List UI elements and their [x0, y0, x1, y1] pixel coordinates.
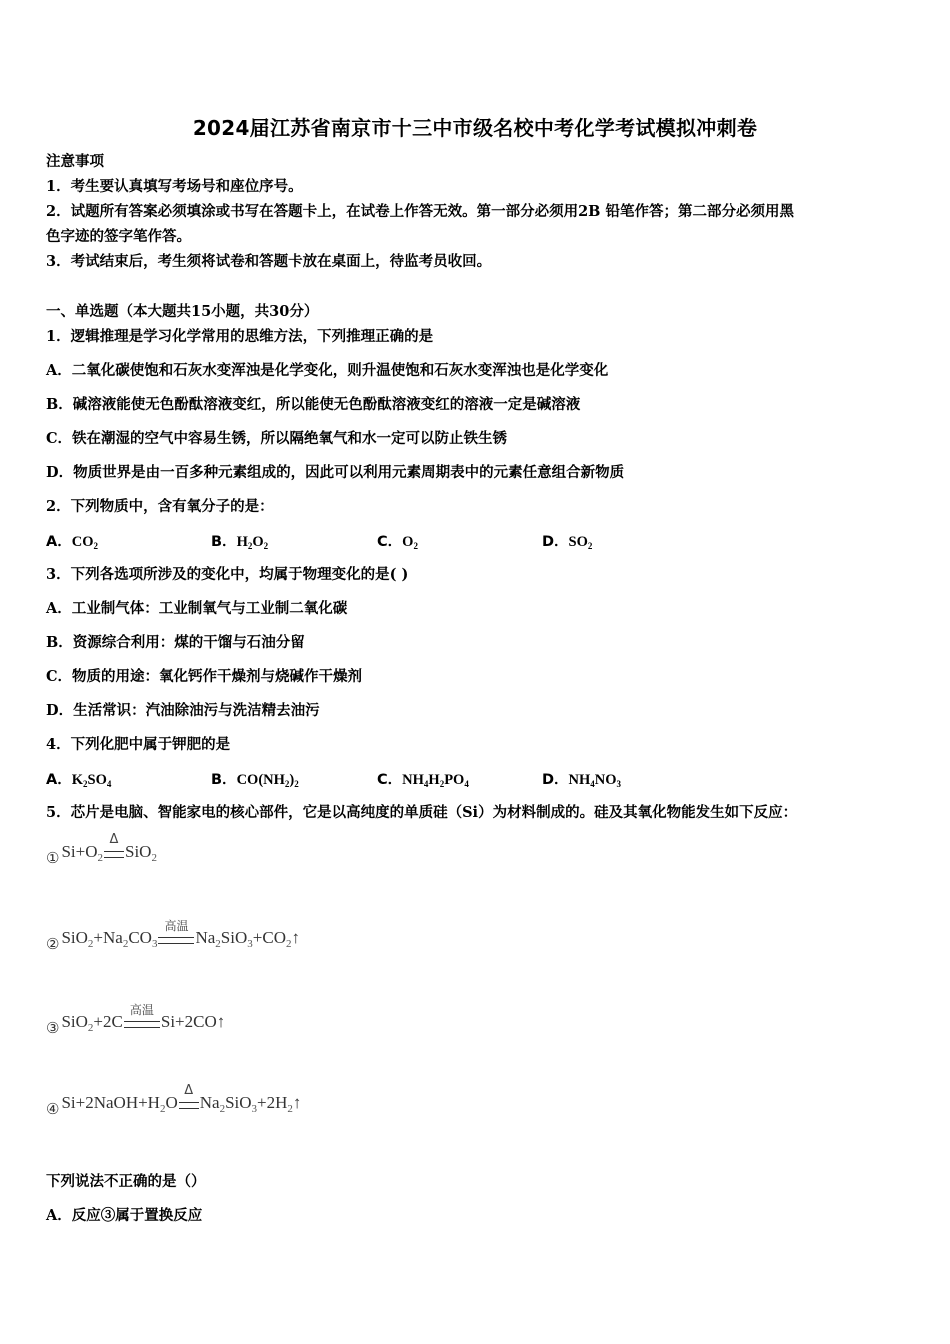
formula-subscript: 2 [97, 852, 103, 864]
formula-subscript: 4 [106, 779, 112, 789]
question-3-option-d: D．生活常识：汽油除油污与洗洁精去油污 [46, 702, 320, 719]
question-3-option-a: A．工业制气体：工业制氧气与工业制二氧化碳 [46, 600, 348, 617]
reaction-number: ④ [46, 1102, 60, 1118]
question-2-option-c [377, 530, 418, 551]
formula-subscript: 4 [590, 779, 595, 789]
formula-text: O [402, 534, 414, 550]
question-4-option-d [542, 768, 621, 789]
formula-subscript: 2 [413, 541, 418, 551]
formula-subscript: 3 [616, 779, 622, 789]
formula-text: NH [402, 772, 424, 788]
option-label: D． [542, 772, 569, 788]
question-5-option-a: A．反应③属于置换反应 [46, 1207, 203, 1224]
formula-text: +2C [93, 1012, 123, 1031]
formula-text: SiO [220, 928, 248, 947]
formula-subscript: 2 [122, 938, 129, 950]
formula-text: SiO [225, 1093, 252, 1112]
notice-item: 色字迹的签字笔作答。 [46, 228, 191, 245]
reaction-equation [46, 1083, 302, 1133]
equals-bars [124, 1021, 160, 1028]
option-label: B． [211, 534, 237, 550]
notice-item: 3．考试结束后，考生须将试卷和答题卡放在桌面上，待监考员收回。 [46, 253, 492, 270]
question-2-option-d [542, 530, 592, 551]
option-label: B． [211, 772, 237, 788]
question-1-option-b: B．碱溶液能使无色酚酞溶液变红，所以能使无色酚酞溶液变红的溶液一定是碱溶液 [46, 396, 581, 413]
formula-subscript: 2 [83, 779, 88, 789]
formula-subscript: 3 [151, 938, 158, 950]
reaction-equation [46, 1003, 226, 1052]
question-1-option-a: A．二氧化碳使饱和石灰水变浑浊是化学变化，则升温使饱和石灰水变浑浊也是化学变化 [46, 362, 609, 379]
option-label: C． [377, 534, 403, 550]
question-4-option-a [46, 768, 111, 789]
question-3-option-c: C．物质的用途：氧化钙作干燥剂与烧碱作干燥剂 [46, 668, 363, 685]
reaction-number: ② [46, 937, 60, 953]
formula-subscript: 2 [93, 541, 98, 551]
formula-subscript: 2 [159, 1103, 166, 1115]
formula-text: ↑ [292, 1093, 302, 1112]
formula-text: Na [195, 928, 216, 947]
formula-subscript: 2 [287, 1103, 293, 1115]
question-1-option-c: C．铁在潮湿的空气中容易生锈，所以隔绝氧气和水一定可以防止铁生锈 [46, 430, 508, 447]
exam-title: 2024届江苏省南京市十三中市级名校中考化学考试模拟冲刺卷 [192, 116, 758, 140]
question-2-option-a [46, 530, 98, 551]
formula-text: H [428, 772, 440, 788]
formula-text: Si+2CO↑ [160, 1012, 226, 1031]
formula-text: +Na [93, 928, 123, 947]
formula-subscript: 3 [247, 938, 253, 950]
formula-subscript: 2 [284, 779, 290, 789]
reaction-condition [179, 1083, 199, 1115]
equals-bars [158, 937, 194, 944]
reaction-condition [124, 1003, 160, 1034]
question-1-stem: 1．逻辑推理是学习化学常用的思维方法，下列推理正确的是 [46, 328, 434, 345]
reaction-condition-text: Δ [184, 1083, 194, 1098]
reaction-condition-text: 高温 [164, 919, 189, 933]
formula-text: SiO [61, 1012, 88, 1031]
formula-subscript: 2 [219, 1103, 226, 1115]
reaction-condition [104, 832, 124, 864]
formula-text: NH [568, 772, 591, 788]
formula-text: CO(NH [236, 772, 285, 788]
option-label: A． [46, 772, 72, 788]
formula-subscript: 4 [423, 779, 429, 789]
equals-bars [104, 851, 124, 858]
formula-text: SO [87, 772, 107, 788]
reaction-equation [46, 832, 157, 882]
question-3-option-b: B．资源综合利用：煤的干馏与石油分留 [46, 634, 305, 651]
formula-subscript: 2 [151, 852, 157, 864]
reaction-number: ① [46, 851, 60, 867]
formula-text: +2H [257, 1093, 288, 1112]
formula-text: CO [128, 928, 152, 947]
notice-item: 2．试题所有答案必须填涂或书写在答题卡上，在试卷上作答无效。第一部分必须用2B 铅笔作答；第二部分必须用黑 [46, 203, 794, 220]
formula-text: SO [568, 534, 588, 550]
question-4-stem: 4．下列化肥中属于钾肥的是 [46, 736, 231, 753]
question-5-stem: 5．芯片是电脑、智能家电的核心部件，它是以高纯度的单质硅（Si）为材料制成的。硅及其氧化物能发生如下反应： [46, 804, 798, 821]
formula-subscript: 2 [215, 938, 221, 950]
notice-heading-text: 注意事项 [46, 153, 104, 170]
formula-subscript: 2 [439, 779, 445, 789]
formula-text: ) [289, 772, 295, 788]
formula-text: Si+O [61, 842, 98, 861]
formula-subscript: 4 [464, 779, 469, 789]
formula-text: CO [71, 534, 94, 550]
question-5-prompt: 下列说法不正确的是（） [46, 1173, 206, 1190]
formula-subscript: 2 [587, 541, 593, 551]
question-1-option-d: D．物质世界是由一百多种元素组成的，因此可以利用元素周期表中的元素任意组合新物质 [46, 464, 625, 481]
formula-text: K [71, 772, 84, 788]
formula-text: O [252, 534, 264, 550]
equals-bars [179, 1102, 199, 1109]
formula-text: NO [594, 772, 617, 788]
formula-text: H [236, 534, 248, 550]
formula-subscript: 2 [87, 1022, 94, 1034]
reaction-condition-text: Δ [109, 832, 119, 847]
option-label: C． [377, 772, 403, 788]
formula-text: PO [444, 772, 465, 788]
question-2-option-b [211, 530, 268, 551]
reaction-equation [46, 919, 300, 968]
formula-text: ↑ [291, 928, 300, 947]
option-label: D． [542, 534, 569, 550]
formula-subscript: 2 [294, 779, 299, 789]
notice-heading [46, 152, 104, 172]
question-3-stem: 3．下列各选项所涉及的变化中，均属于物理变化的是( ) [46, 566, 409, 583]
formula-subscript: 2 [285, 938, 292, 950]
formula-subscript: 2 [263, 541, 269, 551]
formula-text: SiO [61, 928, 88, 947]
reaction-condition [158, 919, 194, 950]
formula-text: +CO [252, 928, 286, 947]
formula-subscript: 2 [87, 938, 94, 950]
reaction-condition-text: 高温 [129, 1003, 154, 1017]
formula-text: O [165, 1093, 178, 1112]
section-heading: 一、单选题（本大题共15小题，共30分） [46, 303, 319, 320]
notice-item: 1．考生要认真填写考场号和座位序号。 [46, 178, 303, 195]
formula-subscript: 2 [247, 541, 253, 551]
formula-text: SiO [125, 842, 152, 861]
formula-text: Si+2NaOH+H [61, 1093, 160, 1112]
formula-subscript: 3 [251, 1103, 258, 1115]
option-label: A． [46, 534, 72, 550]
reaction-number: ③ [46, 1021, 60, 1037]
question-4-option-c [377, 768, 469, 789]
question-4-option-b [211, 768, 299, 789]
formula-text: Na [199, 1093, 220, 1112]
question-2-stem: 2．下列物质中，含有氧分子的是： [46, 498, 274, 515]
